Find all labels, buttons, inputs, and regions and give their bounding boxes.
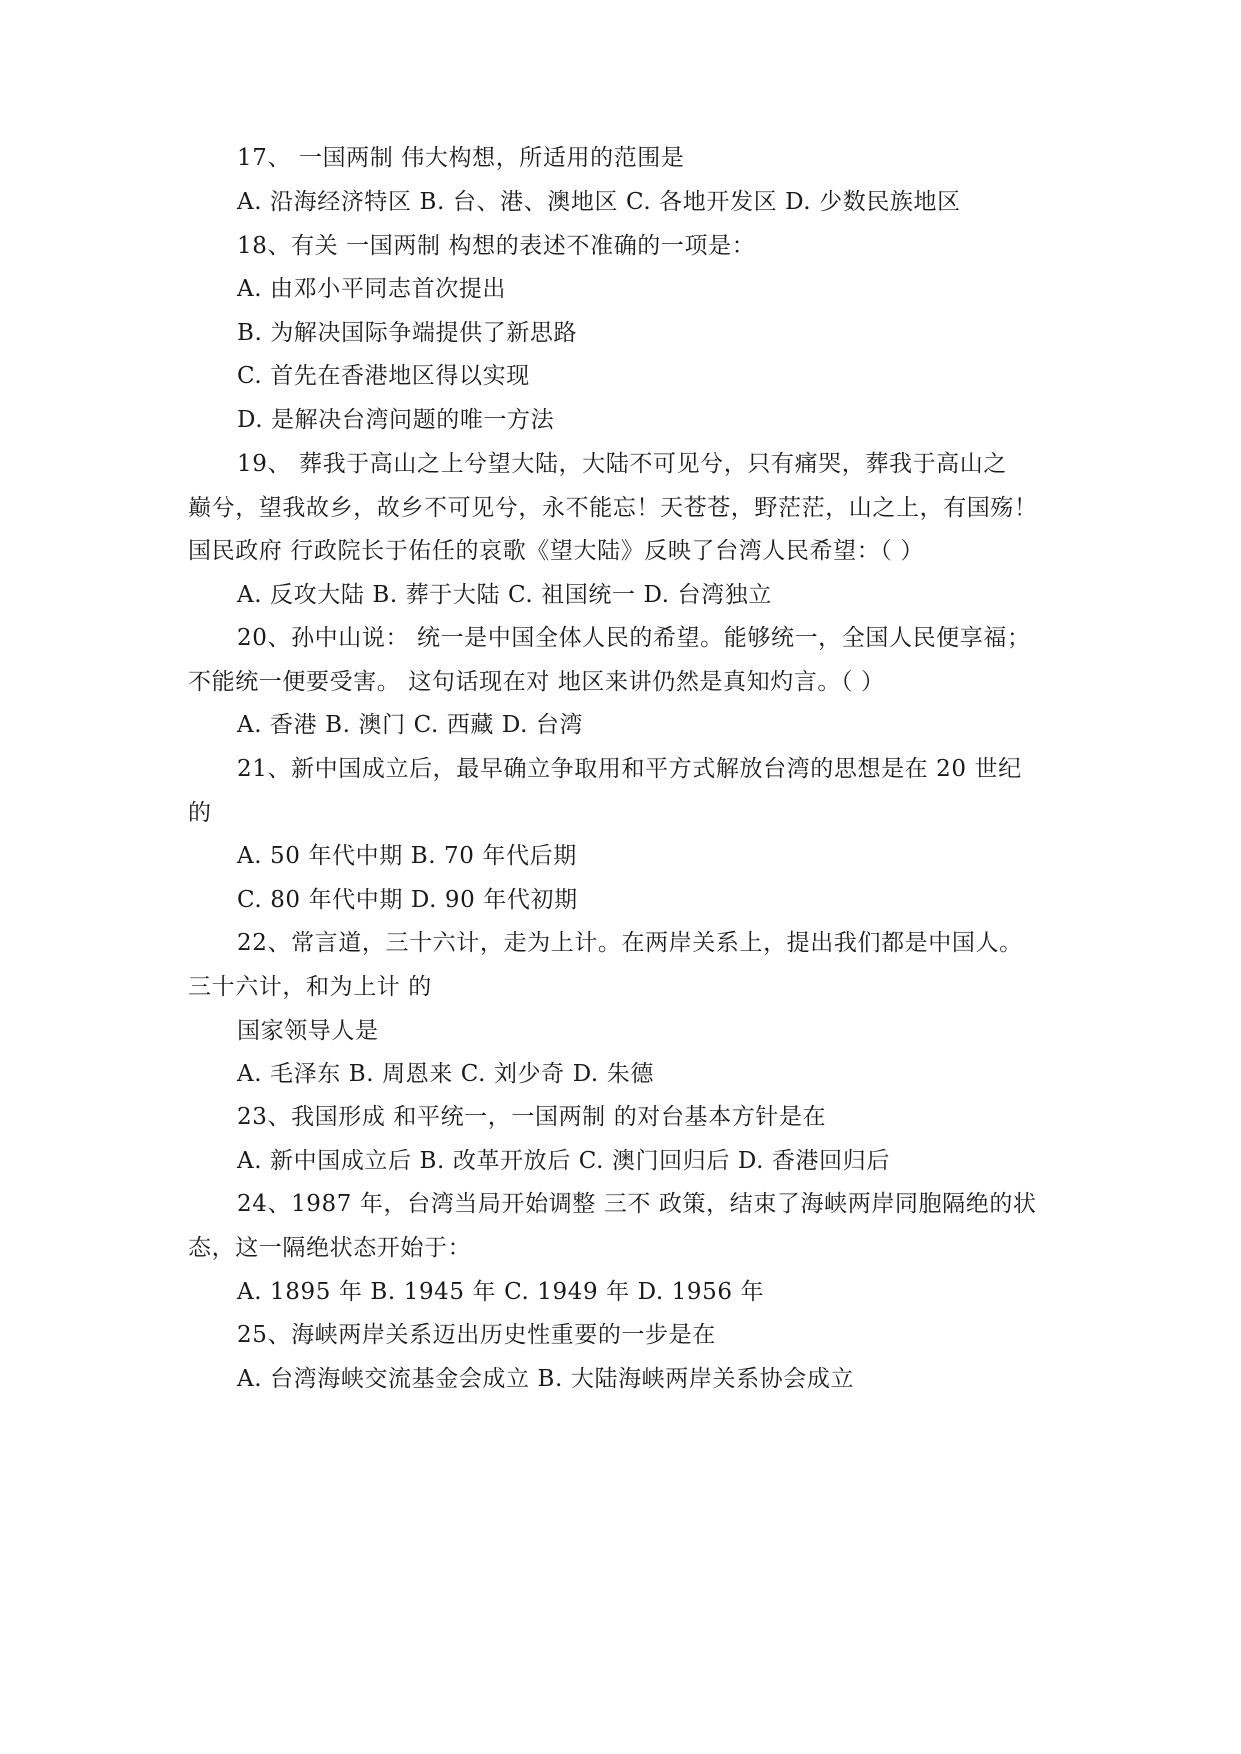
question-18-option-c: C. 首先在香港地区得以实现: [237, 363, 530, 389]
question-20-options: A. 香港 B. 澳门 C. 西藏 D. 台湾: [237, 712, 584, 738]
question-18-option-d: D. 是解决台湾问题的唯一方法: [237, 407, 555, 433]
question-25-stem: 25、海峡两岸关系迈出历史性重要的一步是在: [237, 1322, 716, 1348]
question-19-options: A. 反攻大陆 B. 葬于大陆 C. 祖国统一 D. 台湾独立: [237, 582, 772, 608]
question-17-options: A. 沿海经济特区 B. 台、港、澳地区 C. 各地开发区 D. 少数民族地区: [237, 189, 961, 215]
question-19-stem-line-3: 国民政府 行政院长于佑任的哀歌《望大陆》反映了台湾人民希望：（ ）: [188, 538, 924, 564]
question-18-option-a: A. 由邓小平同志首次提出: [237, 276, 507, 302]
question-25-options: A. 台湾海峡交流基金会成立 B. 大陆海峡两岸关系协会成立: [237, 1366, 855, 1392]
question-21-options-cd: C. 80 年代中期 D. 90 年代初期: [237, 887, 578, 913]
question-20-stem-line-1: 20、孙中山说： 统一是中国全体人民的希望。能够统一，全国人民便享福；: [237, 625, 1031, 651]
question-24-stem-line-1: 24、1987 年，台湾当局开始调整 三不 政策，结束了海峡两岸同胞隔绝的状: [237, 1191, 1037, 1217]
question-24-stem-line-2: 态，这一隔绝状态开始于：: [188, 1235, 472, 1261]
question-21-stem-line-1: 21、新中国成立后，最早确立争取用和平方式解放台湾的思想是在 20 世纪: [237, 756, 1022, 782]
question-18-option-b: B. 为解决国际争端提供了新思路: [237, 320, 578, 346]
question-22-stem-line-3: 国家领导人是: [237, 1018, 379, 1044]
question-21-stem-line-2: 的: [188, 800, 212, 826]
question-23-options: A. 新中国成立后 B. 改革开放后 C. 澳门回归后 D. 香港回归后: [237, 1148, 890, 1174]
question-21-options-ab: A. 50 年代中期 B. 70 年代后期: [237, 843, 577, 869]
question-17-stem: 17、 一国两制 伟大构想，所适用的范围是: [237, 145, 685, 171]
question-18-stem: 18、有关 一国两制 构想的表述不准确的一项是：: [237, 233, 756, 259]
question-22-stem-line-2: 三十六计，和为上计 的: [188, 974, 432, 1000]
question-24-options: A. 1895 年 B. 1945 年 C. 1949 年 D. 1956 年: [237, 1279, 765, 1305]
question-22-options: A. 毛泽东 B. 周恩来 C. 刘少奇 D. 朱德: [237, 1061, 654, 1087]
question-19-stem-line-2: 巅兮，望我故乡，故乡不可见兮，永不能忘！天苍苍，野茫茫，山之上，有国殇！: [188, 495, 1038, 521]
question-19-stem-line-1: 19、 葬我于高山之上兮望大陆，大陆不可见兮，只有痛哭，葬我于高山之: [237, 451, 1007, 477]
question-22-stem-line-1: 22、常言道，三十六计，走为上计。在两岸关系上，提出我们都是中国人。: [237, 930, 1023, 956]
question-20-stem-line-2: 不能统一便要受害。 这句话现在对 地区来讲仍然是真知灼言。（ ）: [188, 669, 885, 695]
question-23-stem: 23、我国形成 和平统一，一国两制 的对台基本方针是在: [237, 1104, 827, 1130]
